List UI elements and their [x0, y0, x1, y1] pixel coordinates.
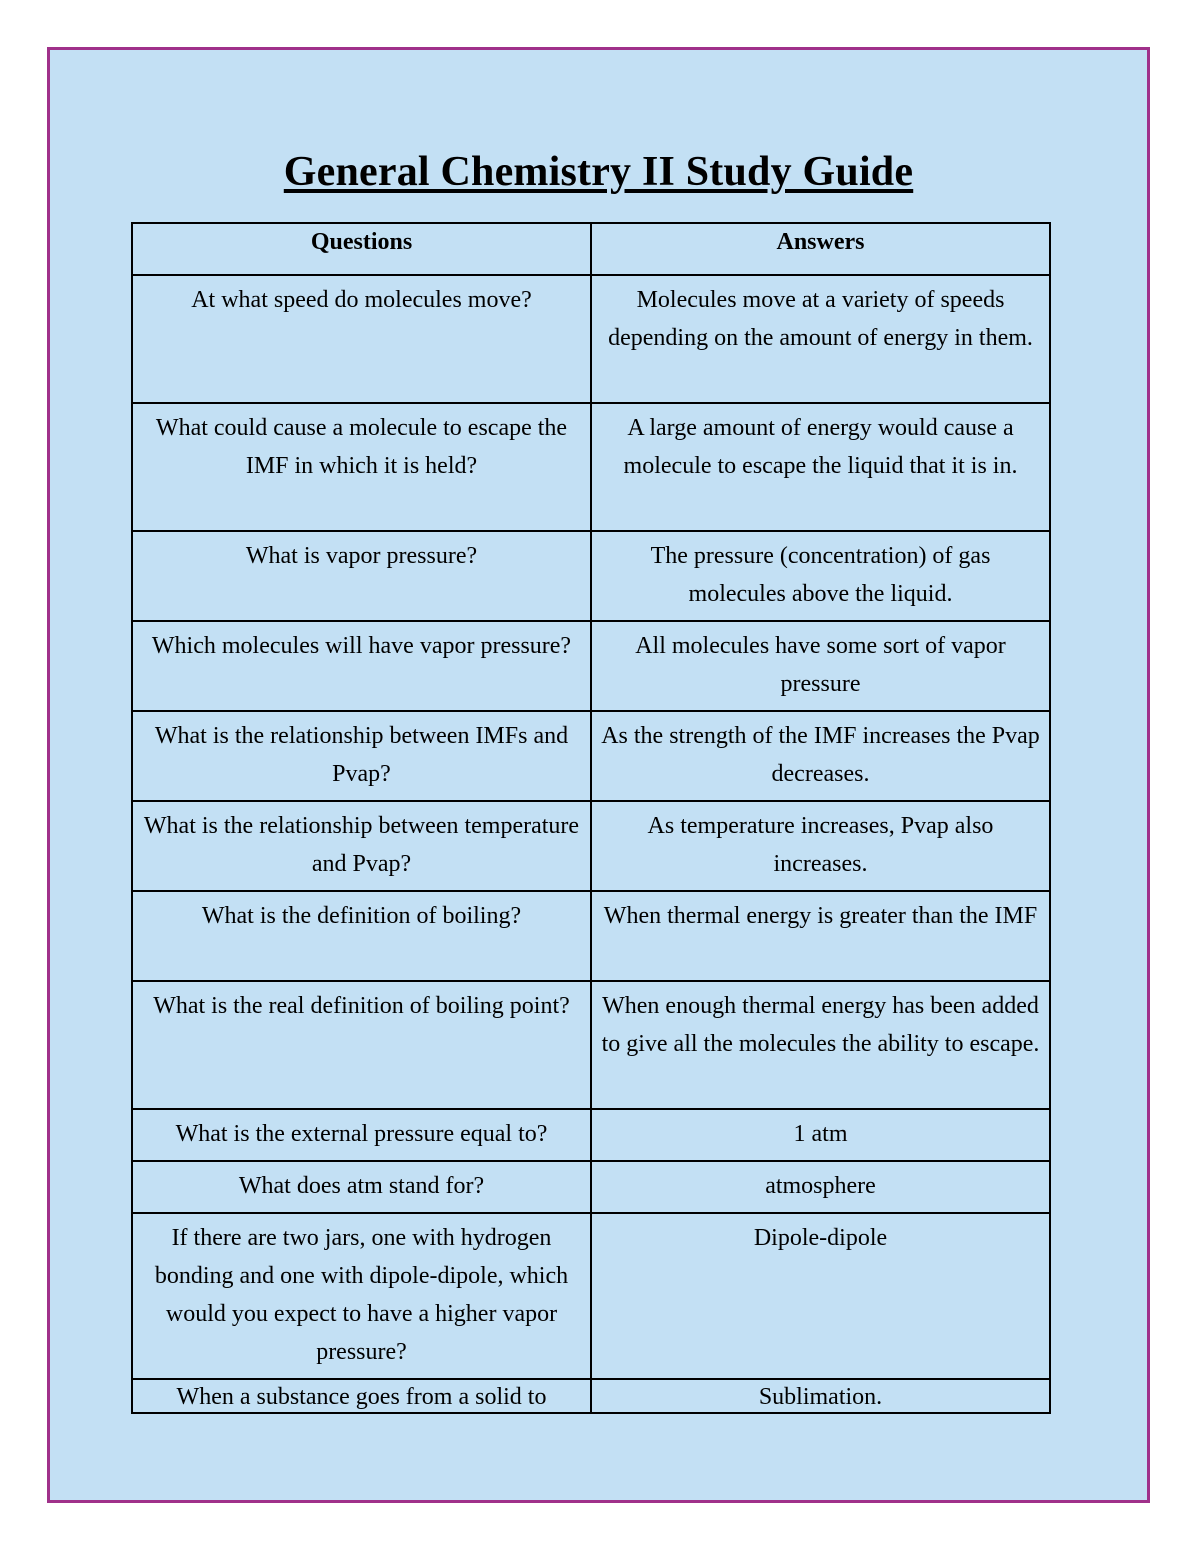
page-title: General Chemistry II Study Guide — [283, 149, 914, 195]
qa-table — [131, 222, 1051, 1414]
answer-cell: Sublimation. — [591, 1379, 1050, 1413]
question-cell: What is the relationship between IMFs and Pvap? — [132, 711, 591, 801]
question-cell: What is the real definition of boiling point? — [132, 981, 591, 1109]
answer-cell: atmosphere — [591, 1161, 1050, 1213]
table-row — [132, 1161, 1050, 1213]
question-cell: What is the external pressure equal to? — [132, 1109, 591, 1161]
question-cell: Which molecules will have vapor pressure? — [132, 621, 591, 711]
table-row — [132, 981, 1050, 1109]
table-row — [132, 1109, 1050, 1161]
study-guide-page — [47, 47, 1150, 1503]
question-cell: What is the relationship between temperature and Pvap? — [132, 801, 591, 891]
table-row — [132, 801, 1050, 891]
question-cell: What is vapor pressure? — [132, 531, 591, 621]
table-row — [132, 1379, 1050, 1413]
table-row — [132, 1213, 1050, 1379]
answer-cell: Dipole-dipole — [591, 1213, 1050, 1379]
table-header-row — [132, 223, 1050, 275]
table-row — [132, 621, 1050, 711]
answer-cell: As temperature increases, Pvap also increases. — [591, 801, 1050, 891]
question-cell: What does atm stand for? — [132, 1161, 591, 1213]
answer-cell: When thermal energy is greater than the IMF — [591, 891, 1050, 981]
column-header-answers: Answers — [591, 223, 1050, 275]
table-row — [132, 403, 1050, 531]
answer-cell: As the strength of the IMF increases the Pvap decreases. — [591, 711, 1050, 801]
answer-cell: Molecules move at a variety of speeds depending on the amount of energy in them. — [591, 275, 1050, 403]
question-cell: At what speed do molecules move? — [132, 275, 591, 403]
table-row — [132, 275, 1050, 403]
answer-cell: All molecules have some sort of vapor pressure — [591, 621, 1050, 711]
question-cell: What is the definition of boiling? — [132, 891, 591, 981]
question-cell: What could cause a molecule to escape the IMF in which it is held? — [132, 403, 591, 531]
table-row — [132, 711, 1050, 801]
question-cell: If there are two jars, one with hydrogen bonding and one with dipole-dipole, which would you expect to have a higher vapor pressure? — [132, 1213, 591, 1379]
table-row — [132, 531, 1050, 621]
table-row — [132, 891, 1050, 981]
question-cell: When a substance goes from a solid to — [132, 1379, 591, 1413]
answer-cell: A large amount of energy would cause a molecule to escape the liquid that it is in. — [591, 403, 1050, 531]
answer-cell: The pressure (concentration) of gas molecules above the liquid. — [591, 531, 1050, 621]
answer-cell: 1 atm — [591, 1109, 1050, 1161]
answer-cell: When enough thermal energy has been added to give all the molecules the ability to escape. — [591, 981, 1050, 1109]
column-header-questions: Questions — [132, 223, 591, 275]
